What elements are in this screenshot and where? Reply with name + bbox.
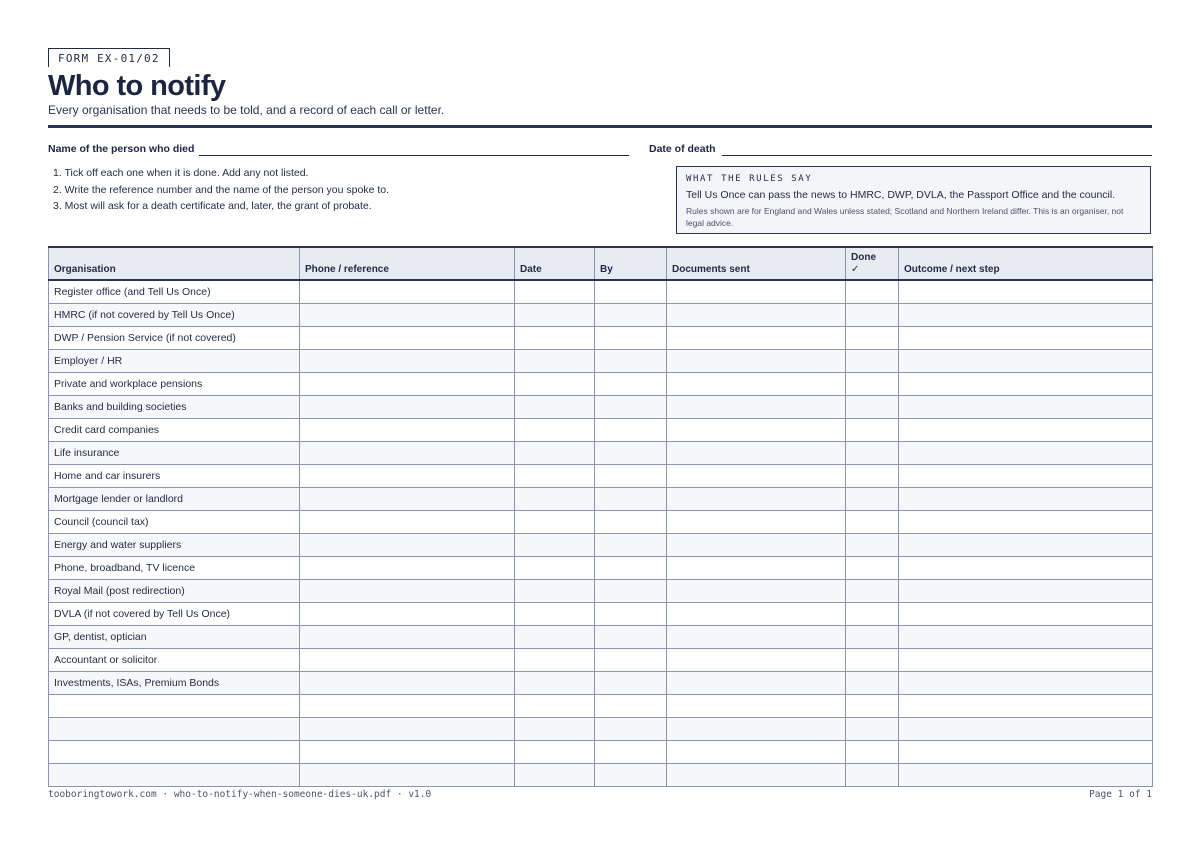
documents-sent-cell[interactable] bbox=[667, 327, 846, 350]
done-label: Done bbox=[851, 252, 876, 263]
done-cell[interactable] bbox=[846, 511, 899, 534]
by-cell[interactable] bbox=[595, 350, 667, 373]
table-row bbox=[49, 304, 1153, 327]
by-cell[interactable] bbox=[595, 695, 667, 718]
by-cell[interactable] bbox=[595, 327, 667, 350]
outcome-cell[interactable] bbox=[899, 373, 1153, 396]
phone-reference-cell[interactable] bbox=[300, 419, 515, 442]
phone-reference-cell[interactable] bbox=[300, 695, 515, 718]
organisation-cell[interactable] bbox=[49, 718, 300, 741]
date-cell[interactable] bbox=[515, 764, 595, 787]
done-cell[interactable] bbox=[846, 695, 899, 718]
organisation-cell[interactable]: Accountant or solicitor bbox=[49, 649, 300, 672]
rules-main-text: Tell Us Once can pass the news to HMRC, DWP, DVLA, the Passport Office and the council. bbox=[686, 189, 1116, 201]
organisation-cell[interactable]: Home and car insurers bbox=[49, 465, 300, 488]
table-row bbox=[49, 603, 1153, 626]
documents-sent-cell[interactable] bbox=[667, 580, 846, 603]
date-cell[interactable] bbox=[515, 465, 595, 488]
by-cell[interactable] bbox=[595, 280, 667, 304]
documents-sent-cell[interactable] bbox=[667, 304, 846, 327]
date-cell[interactable] bbox=[515, 557, 595, 580]
table-row bbox=[49, 419, 1153, 442]
organisation-cell[interactable]: Phone, broadband, TV licence bbox=[49, 557, 300, 580]
outcome-cell[interactable] bbox=[899, 603, 1153, 626]
outcome-cell[interactable] bbox=[899, 534, 1153, 557]
date-cell[interactable] bbox=[515, 350, 595, 373]
date-cell[interactable] bbox=[515, 280, 595, 304]
by-cell[interactable] bbox=[595, 580, 667, 603]
column-header-date: Date bbox=[515, 247, 595, 280]
instruction-step: 2. Write the reference number and the name of the person you spoke to. bbox=[53, 183, 390, 196]
rules-callout bbox=[676, 166, 1151, 234]
phone-reference-cell[interactable] bbox=[300, 649, 515, 672]
done-cell[interactable] bbox=[846, 373, 899, 396]
by-cell[interactable] bbox=[595, 741, 667, 764]
date-cell[interactable] bbox=[515, 442, 595, 465]
rules-heading: WHAT THE RULES SAY bbox=[686, 174, 813, 184]
date-cell[interactable] bbox=[515, 373, 595, 396]
done-cell[interactable] bbox=[846, 488, 899, 511]
table-row bbox=[49, 488, 1153, 511]
done-cell[interactable] bbox=[846, 741, 899, 764]
date-cell[interactable] bbox=[515, 534, 595, 557]
organisation-cell[interactable] bbox=[49, 741, 300, 764]
done-cell[interactable] bbox=[846, 672, 899, 695]
documents-sent-cell[interactable] bbox=[667, 603, 846, 626]
done-cell[interactable] bbox=[846, 327, 899, 350]
outcome-cell[interactable] bbox=[899, 672, 1153, 695]
by-cell[interactable] bbox=[595, 626, 667, 649]
rules-disclaimer: Rules shown are for England and Wales unless stated; Scotland and Northern Ireland differ. This is an organiser, not legal advice. bbox=[686, 206, 1124, 228]
done-cell[interactable] bbox=[846, 557, 899, 580]
organisation-cell[interactable]: Credit card companies bbox=[49, 419, 300, 442]
date-cell[interactable] bbox=[515, 695, 595, 718]
done-cell[interactable] bbox=[846, 280, 899, 304]
documents-sent-cell[interactable] bbox=[667, 396, 846, 419]
date-cell[interactable] bbox=[515, 488, 595, 511]
column-header-documents-sent: Documents sent bbox=[667, 247, 846, 280]
table-row bbox=[49, 511, 1153, 534]
footer-source: tooboringtowork.com · who-to-notify-when-someone-dies-uk.pdf · v1.0 bbox=[48, 789, 432, 800]
phone-reference-cell[interactable] bbox=[300, 373, 515, 396]
by-cell[interactable] bbox=[595, 488, 667, 511]
outcome-cell[interactable] bbox=[899, 580, 1153, 603]
documents-sent-cell[interactable] bbox=[667, 419, 846, 442]
phone-reference-cell[interactable] bbox=[300, 442, 515, 465]
organisation-cell[interactable]: Register office (and Tell Us Once) bbox=[49, 280, 300, 304]
date-cell[interactable] bbox=[515, 580, 595, 603]
outcome-cell[interactable] bbox=[899, 718, 1153, 741]
outcome-cell[interactable] bbox=[899, 396, 1153, 419]
documents-sent-cell[interactable] bbox=[667, 649, 846, 672]
done-cell[interactable] bbox=[846, 764, 899, 787]
by-cell[interactable] bbox=[595, 603, 667, 626]
instruction-step: 1. Tick off each one when it is done. Add any not listed. bbox=[53, 167, 309, 179]
page-subtitle: Every organisation that needs to be told, and a record of each call or letter. bbox=[48, 103, 445, 117]
date-cell[interactable] bbox=[515, 511, 595, 534]
by-cell[interactable] bbox=[595, 419, 667, 442]
organisation-cell[interactable]: HMRC (if not covered by Tell Us Once) bbox=[49, 304, 300, 327]
phone-reference-cell[interactable] bbox=[300, 534, 515, 557]
by-cell[interactable] bbox=[595, 557, 667, 580]
name-field-line[interactable] bbox=[199, 155, 629, 156]
table-header-row bbox=[49, 247, 1153, 280]
organisation-cell[interactable]: Investments, ISAs, Premium Bonds bbox=[49, 672, 300, 695]
table-row bbox=[49, 280, 1153, 304]
done-cell[interactable] bbox=[846, 580, 899, 603]
documents-sent-cell[interactable] bbox=[667, 557, 846, 580]
done-cell[interactable] bbox=[846, 649, 899, 672]
done-cell[interactable] bbox=[846, 534, 899, 557]
table-row bbox=[49, 626, 1153, 649]
outcome-cell[interactable] bbox=[899, 488, 1153, 511]
outcome-cell[interactable] bbox=[899, 280, 1153, 304]
documents-sent-cell[interactable] bbox=[667, 534, 846, 557]
outcome-cell[interactable] bbox=[899, 442, 1153, 465]
done-cell[interactable] bbox=[846, 419, 899, 442]
organisation-cell[interactable]: Royal Mail (post redirection) bbox=[49, 580, 300, 603]
organisation-cell[interactable]: DWP / Pension Service (if not covered) bbox=[49, 327, 300, 350]
phone-reference-cell[interactable] bbox=[300, 280, 515, 304]
organisation-cell[interactable]: Private and workplace pensions bbox=[49, 373, 300, 396]
done-cell[interactable] bbox=[846, 350, 899, 373]
outcome-cell[interactable] bbox=[899, 557, 1153, 580]
organisation-cell[interactable] bbox=[49, 764, 300, 787]
date-cell[interactable] bbox=[515, 396, 595, 419]
table-row bbox=[49, 649, 1153, 672]
done-cell[interactable] bbox=[846, 304, 899, 327]
organisation-cell[interactable]: Council (council tax) bbox=[49, 511, 300, 534]
date-cell[interactable] bbox=[515, 649, 595, 672]
table-row bbox=[49, 672, 1153, 695]
by-cell[interactable] bbox=[595, 718, 667, 741]
outcome-cell[interactable] bbox=[899, 764, 1153, 787]
table-row bbox=[49, 695, 1153, 718]
phone-reference-cell[interactable] bbox=[300, 557, 515, 580]
by-cell[interactable] bbox=[595, 649, 667, 672]
done-cell[interactable] bbox=[846, 396, 899, 419]
documents-sent-cell[interactable] bbox=[667, 280, 846, 304]
instructions-list bbox=[53, 165, 389, 215]
organisation-cell[interactable]: GP, dentist, optician bbox=[49, 626, 300, 649]
organisation-cell[interactable]: Employer / HR bbox=[49, 350, 300, 373]
by-cell[interactable] bbox=[595, 672, 667, 695]
phone-reference-cell[interactable] bbox=[300, 327, 515, 350]
documents-sent-cell[interactable] bbox=[667, 741, 846, 764]
date-cell[interactable] bbox=[515, 626, 595, 649]
phone-reference-cell[interactable] bbox=[300, 603, 515, 626]
outcome-cell[interactable] bbox=[899, 511, 1153, 534]
table-row bbox=[49, 580, 1153, 603]
date-cell[interactable] bbox=[515, 672, 595, 695]
by-cell[interactable] bbox=[595, 764, 667, 787]
outcome-cell[interactable] bbox=[899, 465, 1153, 488]
table-row bbox=[49, 442, 1153, 465]
outcome-cell[interactable] bbox=[899, 741, 1153, 764]
phone-reference-cell[interactable] bbox=[300, 465, 515, 488]
done-cell[interactable] bbox=[846, 442, 899, 465]
form-code-tag: FORM EX-01/02 bbox=[48, 48, 170, 67]
organisation-cell[interactable]: Life insurance bbox=[49, 442, 300, 465]
date-cell[interactable] bbox=[515, 741, 595, 764]
documents-sent-cell[interactable] bbox=[667, 695, 846, 718]
documents-sent-cell[interactable] bbox=[667, 350, 846, 373]
table-row bbox=[49, 764, 1153, 787]
check-icon: ✓ bbox=[851, 264, 860, 275]
column-header-phone-reference: Phone / reference bbox=[300, 247, 515, 280]
phone-reference-cell[interactable] bbox=[300, 672, 515, 695]
date-field-line[interactable] bbox=[722, 155, 1152, 156]
phone-reference-cell[interactable] bbox=[300, 718, 515, 741]
date-cell[interactable] bbox=[515, 419, 595, 442]
done-cell[interactable] bbox=[846, 718, 899, 741]
documents-sent-cell[interactable] bbox=[667, 373, 846, 396]
done-cell[interactable] bbox=[846, 626, 899, 649]
documents-sent-cell[interactable] bbox=[667, 626, 846, 649]
footer-page-number: Page 1 of 1 bbox=[1089, 789, 1152, 800]
instruction-step: 3. Most will ask for a death certificate and, later, the grant of probate. bbox=[53, 200, 372, 212]
page-title: Who to notify bbox=[48, 70, 226, 102]
done-cell[interactable] bbox=[846, 603, 899, 626]
documents-sent-cell[interactable] bbox=[667, 488, 846, 511]
outcome-cell[interactable] bbox=[899, 626, 1153, 649]
documents-sent-cell[interactable] bbox=[667, 442, 846, 465]
table-row bbox=[49, 465, 1153, 488]
organisation-cell[interactable]: DVLA (if not covered by Tell Us Once) bbox=[49, 603, 300, 626]
date-cell[interactable] bbox=[515, 603, 595, 626]
table-row bbox=[49, 534, 1153, 557]
documents-sent-cell[interactable] bbox=[667, 672, 846, 695]
outcome-cell[interactable] bbox=[899, 419, 1153, 442]
date-cell[interactable] bbox=[515, 718, 595, 741]
date-field-label: Date of death bbox=[649, 143, 716, 155]
done-cell[interactable] bbox=[846, 465, 899, 488]
outcome-cell[interactable] bbox=[899, 350, 1153, 373]
phone-reference-cell[interactable] bbox=[300, 304, 515, 327]
table-row bbox=[49, 350, 1153, 373]
table-row bbox=[49, 396, 1153, 419]
phone-reference-cell[interactable] bbox=[300, 350, 515, 373]
date-cell[interactable] bbox=[515, 304, 595, 327]
phone-reference-cell[interactable] bbox=[300, 764, 515, 787]
column-header-done bbox=[846, 247, 899, 280]
column-header-outcome: Outcome / next step bbox=[899, 247, 1153, 280]
documents-sent-cell[interactable] bbox=[667, 465, 846, 488]
outcome-cell[interactable] bbox=[899, 304, 1153, 327]
phone-reference-cell[interactable] bbox=[300, 741, 515, 764]
phone-reference-cell[interactable] bbox=[300, 580, 515, 603]
organisation-cell[interactable]: Energy and water suppliers bbox=[49, 534, 300, 557]
table-row bbox=[49, 741, 1153, 764]
outcome-cell[interactable] bbox=[899, 649, 1153, 672]
column-header-by: By bbox=[595, 247, 667, 280]
by-cell[interactable] bbox=[595, 442, 667, 465]
table-row bbox=[49, 327, 1153, 350]
phone-reference-cell[interactable] bbox=[300, 626, 515, 649]
organisation-cell[interactable]: Mortgage lender or landlord bbox=[49, 488, 300, 511]
documents-sent-cell[interactable] bbox=[667, 511, 846, 534]
header-divider bbox=[48, 125, 1152, 128]
documents-sent-cell[interactable] bbox=[667, 718, 846, 741]
organisation-cell[interactable]: Banks and building societies bbox=[49, 396, 300, 419]
date-cell[interactable] bbox=[515, 327, 595, 350]
phone-reference-cell[interactable] bbox=[300, 488, 515, 511]
notify-table bbox=[48, 246, 1153, 787]
by-cell[interactable] bbox=[595, 304, 667, 327]
outcome-cell[interactable] bbox=[899, 327, 1153, 350]
table-row bbox=[49, 557, 1153, 580]
by-cell[interactable] bbox=[595, 534, 667, 557]
documents-sent-cell[interactable] bbox=[667, 764, 846, 787]
organisation-cell[interactable] bbox=[49, 695, 300, 718]
by-cell[interactable] bbox=[595, 465, 667, 488]
by-cell[interactable] bbox=[595, 373, 667, 396]
by-cell[interactable] bbox=[595, 396, 667, 419]
name-field-label: Name of the person who died bbox=[48, 143, 195, 155]
table-row bbox=[49, 373, 1153, 396]
table-row bbox=[49, 718, 1153, 741]
phone-reference-cell[interactable] bbox=[300, 511, 515, 534]
outcome-cell[interactable] bbox=[899, 695, 1153, 718]
table-body bbox=[49, 280, 1153, 787]
phone-reference-cell[interactable] bbox=[300, 396, 515, 419]
column-header-organisation: Organisation bbox=[49, 247, 300, 280]
by-cell[interactable] bbox=[595, 511, 667, 534]
